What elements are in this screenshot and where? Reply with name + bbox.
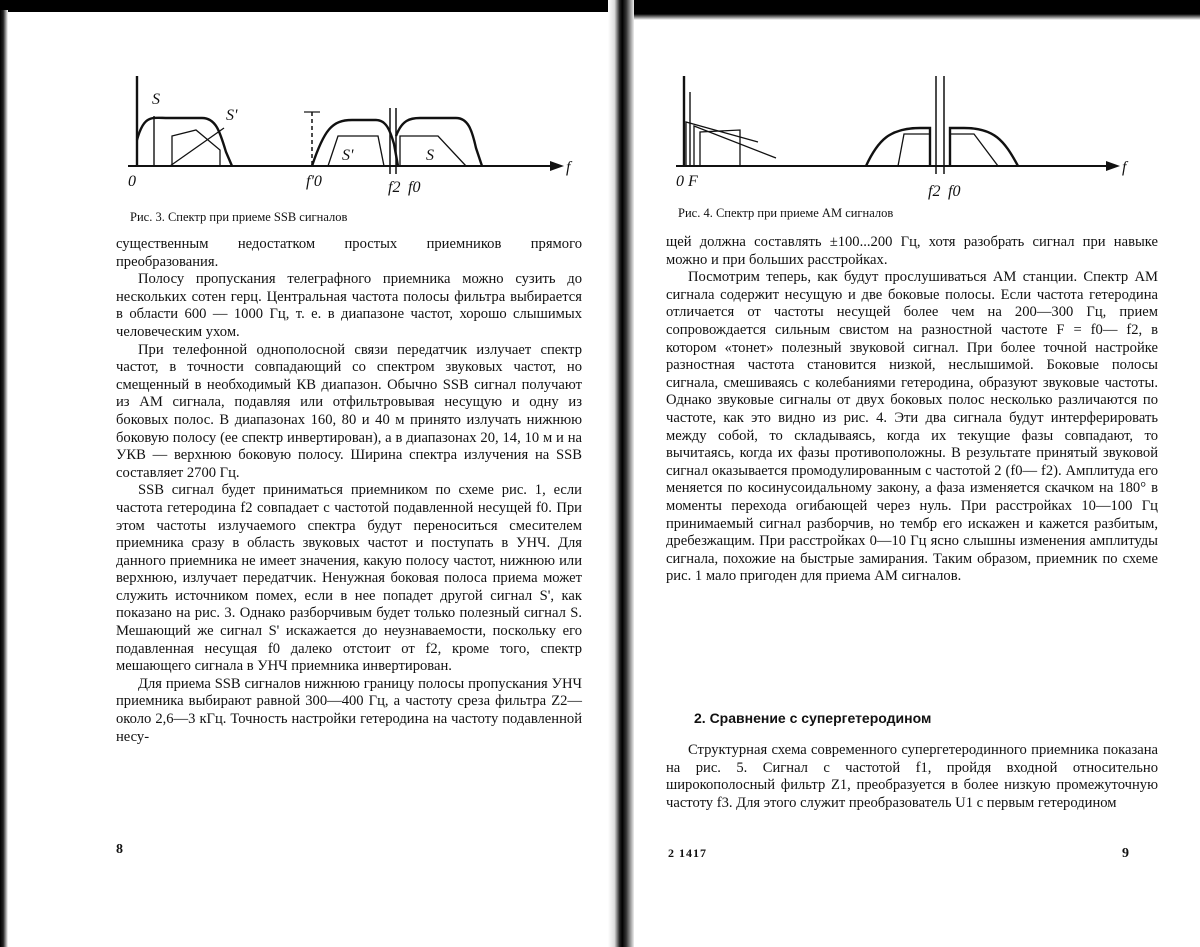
fig4-axis-arrow: [1106, 161, 1120, 171]
figure-4-diagram: [668, 68, 1148, 208]
printer-signature: 2 1417: [668, 846, 707, 860]
fig4-side-left-3: [686, 122, 758, 166]
fig3-axis-arrow: [550, 161, 564, 171]
right-page: [628, 0, 1200, 947]
fig3-label-f0prime: f'0: [306, 173, 322, 190]
fig3-envelope-s-right: [396, 118, 482, 166]
fig3-label-sprime-top: S': [226, 107, 238, 124]
fig3-label-s-box: S: [426, 147, 434, 164]
fig3-envelope-s-left: [137, 118, 232, 166]
fig4-label-zero-f: 0 F: [676, 173, 698, 190]
fig4-label-f0: f0: [948, 183, 961, 200]
left-paragraph-3: SSB сигнал будет приниматься приемником по схеме рис. 1, если частота гетеродина f2 совпадает с частотой подавленной несущей f0. При этом частоты излучаемого спектра будут переноситься смесителем приемника сразу в область звуковых частот и поступать в УНЧ. Для данного приемника не имеет значения, какую полосу частот, нижнюю или верхнюю, излучает передатчик. Ненужная боковая полоса приема может служить источником помех, если в нее попадет другой сигнал S', как показано на рис. 3. Однако разборчивым будет только полезный сигнал S. Мешающий же сигнал S' искажается до неузнаваемости, поскольку его подавленная несущая f0 далеко отстоит от f2, кроме того, спектр мешающего сигнала в УНЧ приемника инвертирован.: [116, 482, 582, 675]
right-paragraph-1: Посмотрим теперь, как будут прослушиваться АМ станции. Спектр АМ сигнала содержит несущую и две боковые полосы. Если частота гетеродина отличается от частоты несущей более чем на 200—300 Гц, прием сопровождается сильным свистом на разностной частоте F = f0— f2, в котором «тонет» полезный звуковой сигнал. При более точной настройке разностная частота становится низкой, неслышимой. Боковые полосы сигнала, смешиваясь с колебаниями гетеродина, образуют звуковые частоты. Однако звуковые сигналы от двух боковых полос несколько различаются по частоте, как это видно из рис. 4. Эти два сигнала будут интерферировать между собой, то складываясь, когда их текущие фазы совпадают, то вычитаясь, когда их фазы противоположны. В результате принятый звуковой сигнал оказывается промодулированным с частотой 2 (f0— f2). Амплитуда его меняется по косинусоидальному закону, а фаза изменяется скачком на 180° в моменты перехода огибающей через нуль. При расстройках 10—100 Гц принимаемый сигнал разборчив, но тембр его искажен и кажется разбитым, дребезжащим. При расстройках 0—10 Гц ясно слышны изменения амплитуды сигнала, похожие на быстрые замирания. Таким образом, приемник по схеме рис. 1 мало пригоден для приема АМ сигналов.: [666, 269, 1158, 585]
left-paragraph-2: При телефонной однополосной связи передатчик излучает спектр частот, в точности совпадающий со спектром звуковых частот, но смещенный в необходимый КВ диапазон. Обычно SSB сигнал получают из АМ сигнала, подавляя или отфильтровывая несущую и одну из боковых полос. В диапазонах 160, 80 и 40 м принято излучать нижнюю боковую полосу (ее спектр инвертирован), а в диапазонах 20, 14, 10 м и на УКВ — верхнюю боковую полосу. Ширина спектра излучения на SSB составляет 2700 Гц.: [116, 341, 582, 481]
fig3-label-zero: 0: [128, 173, 136, 190]
figure-4: [668, 68, 1148, 208]
left-paragraph-0: существенным недостатком простых приемников прямого преобразования.: [116, 236, 582, 270]
fig4-upper-band: [950, 134, 998, 166]
fig4-label-f-axis: f: [1122, 159, 1127, 176]
right-section-paragraph: Структурная схема современного супергетеродинного приемника показана на рис. 5. Сигнал с частотой f1, пройдя входной относительно широкополосный фильтр Z1, преобразуется в более низкую промежуточную частоту f3. Для этого служит преобразователь U1 с первым гетеродином: [666, 742, 1158, 811]
fig3-label-sprime-box: S': [342, 147, 354, 164]
fig3-label-f2: f2: [388, 179, 401, 196]
figure-4-caption: Рис. 4. Спектр при приеме АМ сигналов: [678, 206, 894, 220]
fig3-envelope-sprime: [312, 120, 398, 166]
left-page-number: 8: [116, 842, 123, 857]
left-page-body: [116, 236, 582, 746]
section-title: 2. Сравнение с супергетеродином: [694, 710, 932, 726]
fig3-label-s: S: [152, 91, 160, 108]
fig3-label-f-axis: f: [566, 159, 571, 176]
right-page-number: 9: [1122, 846, 1129, 861]
fig3-trapezoid-mid: [328, 136, 384, 166]
left-paragraph-4: Для приема SSB сигналов нижнюю границу полосы пропускания УНЧ приемника выбирают равной 300—400 Гц, а частоту среза фильтра Z2— около 2,6—3 кГц. Точность настройки гетеродина на частоту подавленной несу-: [116, 675, 582, 745]
right-paragraph-0: щей должна составлять ±100...200 Гц, хотя разобрать сигнал при навыке можно и при больших расстройках.: [666, 234, 1158, 268]
left-paragraph-1: Полосу пропускания телеграфного приемника можно сузить до нескольких сотен герц. Центральная частота полосы фильтра выбирается в области 600 — 1000 Гц, т. е. в диапазоне частот, хорошо слышимых человеческим ухом.: [116, 271, 582, 340]
right-section-body: [666, 742, 1158, 812]
figure-3: [120, 68, 580, 208]
fig4-label-f2: f2: [928, 183, 941, 200]
figure-3-diagram: [120, 68, 580, 208]
fig3-label-f0: f0: [408, 179, 421, 196]
fig4-lower-band: [898, 134, 930, 166]
figure-3-caption: Рис. 3. Спектр при приеме SSB сигналов: [130, 210, 348, 224]
right-page-body: [666, 234, 1158, 586]
